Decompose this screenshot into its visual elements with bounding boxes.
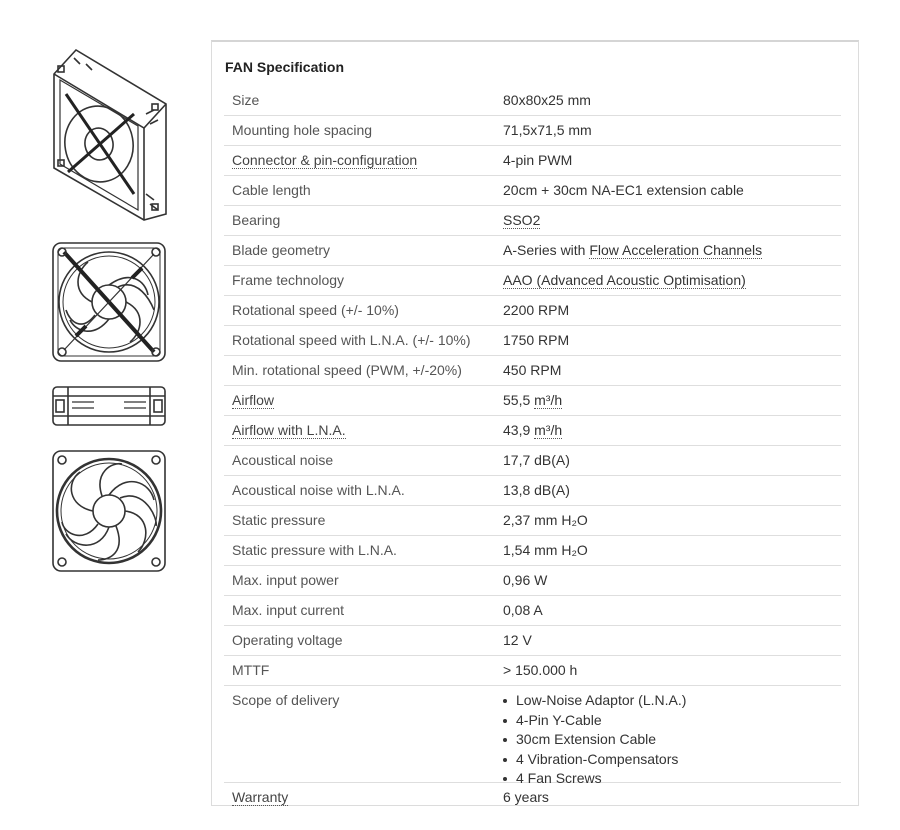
airflow-unit-link[interactable]: m³/h	[534, 392, 563, 408]
spec-label: Static pressure with L.N.A.	[232, 542, 397, 558]
list-item: 4 Vibration-Compensators	[503, 750, 686, 770]
warranty-info-link[interactable]: Warranty	[232, 789, 289, 805]
spec-row-acoustical-noise-lna	[224, 476, 841, 506]
spec-value: > 150.000 h	[503, 662, 578, 678]
blade-geometry-prefix: A-Series with	[503, 242, 590, 258]
bearing-info-link[interactable]: SSO2	[503, 212, 541, 228]
spec-row-frame-technology	[224, 266, 841, 296]
spec-value: 450 RPM	[503, 362, 562, 378]
spec-label: Cable length	[232, 182, 311, 198]
spec-row-size	[224, 86, 841, 116]
spec-value	[503, 272, 746, 288]
spec-label: Frame technology	[232, 272, 345, 288]
spec-value	[503, 392, 562, 408]
airflow-number: 55,5	[503, 392, 535, 408]
spec-row-warranty	[224, 783, 841, 812]
fan-side-drawing	[50, 384, 168, 428]
spec-label: Operating voltage	[232, 632, 343, 648]
spec-value: 4-pin PWM	[503, 152, 573, 168]
spec-value: 80x80x25 mm	[503, 92, 591, 108]
spec-label: Blade geometry	[232, 242, 331, 258]
spec-label	[232, 152, 417, 168]
spec-value: 1,54 mm H₂O	[503, 542, 588, 558]
spec-label: Acoustical noise	[232, 452, 334, 468]
spec-value: 2,37 mm H₂O	[503, 512, 588, 528]
spec-value: 0,08 A	[503, 602, 543, 618]
spec-label	[232, 789, 288, 805]
spec-row-mttf	[224, 656, 841, 686]
spec-row-blade-geometry	[224, 236, 841, 266]
spec-value: 20cm + 30cm NA-EC1 extension cable	[503, 182, 744, 198]
fan-front-drawing	[50, 240, 168, 364]
spec-label	[232, 392, 274, 408]
panel-title: FAN Specification	[225, 59, 345, 75]
list-item: Low-Noise Adaptor (L.N.A.)	[503, 691, 686, 711]
spec-row-rotational-speed	[224, 296, 841, 326]
spec-row-rotational-speed-lna	[224, 326, 841, 356]
airflow-lna-unit-link[interactable]: m³/h	[534, 422, 563, 438]
spec-label: MTTF	[232, 662, 270, 678]
spec-value: 71,5x71,5 mm	[503, 122, 592, 138]
spec-label: Max. input current	[232, 602, 345, 618]
flow-acceleration-channels-link[interactable]: Flow Acceleration Channels	[589, 242, 763, 258]
spec-row-static-pressure-lna	[224, 536, 841, 566]
spec-row-airflow	[224, 386, 841, 416]
spec-label: Rotational speed (+/- 10%)	[232, 302, 399, 318]
spec-value: 17,7 dB(A)	[503, 452, 570, 468]
spec-label: Size	[232, 92, 260, 108]
spec-row-acoustical-noise	[224, 446, 841, 476]
spec-table	[224, 86, 841, 812]
spec-value: 6 years	[503, 789, 549, 805]
connector-info-link[interactable]: Connector & pin-configuration	[232, 152, 418, 168]
fan-specification-panel	[211, 40, 859, 806]
spec-value: 1750 RPM	[503, 332, 570, 348]
spec-row-min-rotational-speed	[224, 356, 841, 386]
spec-value: 2200 RPM	[503, 302, 570, 318]
spec-value	[503, 212, 540, 228]
spec-label	[232, 422, 346, 438]
spec-value: 12 V	[503, 632, 532, 648]
spec-label: Bearing	[232, 212, 281, 228]
list-item: 4 Fan Screws	[503, 769, 686, 789]
spec-label: Scope of delivery	[232, 692, 340, 708]
spec-row-cable-length	[224, 176, 841, 206]
list-item: 4-Pin Y-Cable	[503, 711, 686, 731]
spec-row-airflow-lna	[224, 416, 841, 446]
delivery-list	[503, 691, 686, 789]
spec-row-bearing	[224, 206, 841, 236]
spec-value: 13,8 dB(A)	[503, 482, 570, 498]
spec-label: Max. input power	[232, 572, 339, 588]
spec-label: Rotational speed with L.N.A. (+/- 10%)	[232, 332, 471, 348]
spec-label: Mounting hole spacing	[232, 122, 373, 138]
airflow-info-link[interactable]: Airflow	[232, 392, 275, 408]
spec-row-max-input-current	[224, 596, 841, 626]
spec-row-max-input-power	[224, 566, 841, 596]
spec-row-mounting-hole-spacing	[224, 116, 841, 146]
aao-info-link[interactable]: AAO (Advanced Acoustic Optimisation)	[503, 272, 746, 288]
airflow-lna-info-link[interactable]: Airflow with L.N.A.	[232, 422, 346, 438]
spec-value	[503, 691, 686, 789]
spec-value: 0,96 W	[503, 572, 548, 588]
airflow-lna-number: 43,9	[503, 422, 535, 438]
spec-value	[503, 242, 762, 258]
spec-row-scope-of-delivery	[224, 686, 841, 786]
fan-rear-drawing	[50, 448, 168, 574]
spec-value	[503, 422, 562, 438]
spec-label: Acoustical noise with L.N.A.	[232, 482, 405, 498]
list-item: 30cm Extension Cable	[503, 730, 686, 750]
spec-label: Min. rotational speed (PWM, +/-20%)	[232, 362, 462, 378]
spec-label: Static pressure	[232, 512, 326, 528]
spec-row-connector	[224, 146, 841, 176]
spec-row-static-pressure	[224, 506, 841, 536]
spec-row-operating-voltage	[224, 626, 841, 656]
fan-isometric-drawing	[46, 44, 170, 224]
